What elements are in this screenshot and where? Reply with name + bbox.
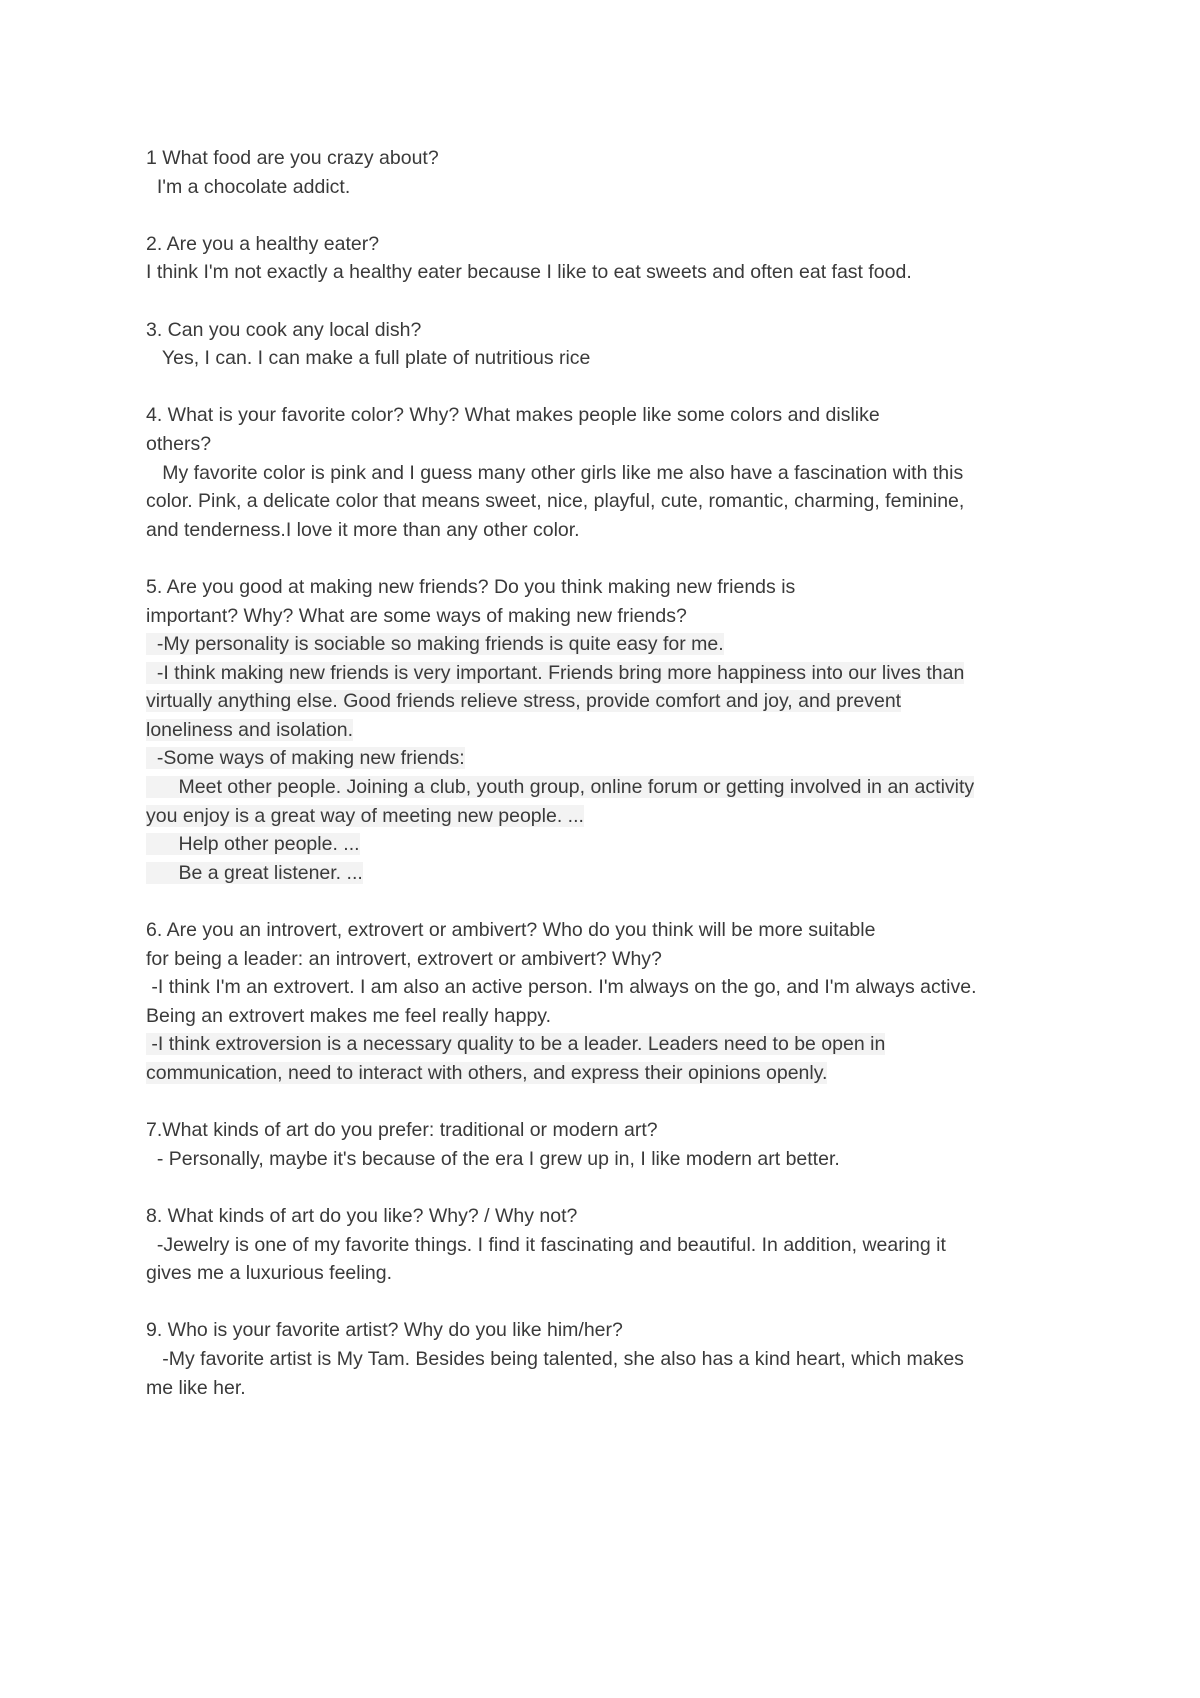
answer-6-line-1: -I think I'm an extrovert. I am also an active person. I'm always on the go, and I'm always active. [146, 976, 977, 999]
answer-8-line-1: -Jewelry is one of my favorite things. I find it fascinating and beautiful. In addition, wearing it [146, 1233, 946, 1256]
document-page [146, 144, 1066, 1431]
answer-4-line-3: and tenderness.I love it more than any other color. [146, 518, 580, 541]
answer-9-line-1: -My favorite artist is My Tam. Besides being talented, she also has a kind heart, which makes [146, 1347, 964, 1370]
qa-item-6 [146, 916, 1066, 1088]
qa-item-8 [146, 1202, 1066, 1288]
answer-5-line-1 [146, 630, 1066, 659]
answer-4-line-1: My favorite color is pink and I guess many other girls like me also have a fascination with this [146, 461, 964, 484]
qa-item-1 [146, 144, 1066, 201]
answer-5-line-4-text: loneliness and isolation. [146, 718, 354, 741]
question-4-line-2: others? [146, 432, 212, 455]
answer-7-line-1: - Personally, maybe it's because of the era I grew up in, I like modern art better. [146, 1147, 840, 1170]
answer-5-line-6 [146, 773, 1066, 802]
answer-5-line-8-text: Help other people. ... [146, 833, 360, 856]
answer-9-line-2: me like her. [146, 1376, 246, 1399]
question-9-line-1: 9. Who is your favorite artist? Why do you like him/her? [146, 1319, 623, 1342]
answer-5-line-3-text: virtually anything else. Good friends relieve stress, provide comfort and joy, and prevent [146, 690, 902, 713]
question-5-line-1: 5. Are you good at making new friends? Do you think making new friends is [146, 575, 796, 598]
answer-5-line-1-text: -My personality is sociable so making friends is quite easy for me. [146, 633, 724, 656]
qa-item-3 [146, 316, 1066, 373]
answer-5-line-5 [146, 744, 1066, 773]
question-7-line-1: 7.What kinds of art do you prefer: traditional or modern art? [146, 1119, 658, 1142]
question-3-line-1: 3. Can you cook any local dish? [146, 318, 422, 341]
question-8-line-1: 8. What kinds of art do you like? Why? / Why not? [146, 1204, 578, 1227]
question-1-line-1: 1 What food are you crazy about? [146, 147, 439, 169]
answer-1-line-1: I'm a chocolate addict. [146, 175, 351, 198]
qa-item-7 [146, 1116, 1066, 1173]
answer-5-line-3 [146, 687, 1066, 716]
question-6-line-1: 6. Are you an introvert, extrovert or ambivert? Who do you think will be more suitable [146, 919, 876, 942]
answer-2-line-1: I think I'm not exactly a healthy eater because I like to eat sweets and often eat fast food. [146, 261, 912, 284]
answer-5-line-9-text: Be a great listener. ... [146, 861, 363, 884]
question-4-line-1: 4. What is your favorite color? Why? What makes people like some colors and dislike [146, 404, 880, 427]
answer-5-line-5-text: -Some ways of making new friends: [146, 747, 465, 770]
answer-5-line-2-text: -I think making new friends is very important. Friends bring more happiness into our lives than [146, 661, 965, 684]
answer-6-line-3-text: -I think extroversion is a necessary quality to be a leader. Leaders need to be open in [146, 1033, 886, 1056]
answer-8-line-2: gives me a luxurious feeling. [146, 1262, 393, 1285]
answer-6-line-4-text: communication, need to interact with others, and express their opinions openly. [146, 1062, 828, 1084]
answer-5-line-2 [146, 659, 1066, 688]
answer-4-line-2: color. Pink, a delicate color that means sweet, nice, playful, cute, romantic, charming, feminine, [146, 490, 965, 513]
question-2-line-1: 2. Are you a healthy eater? [146, 232, 380, 255]
qa-item-4 [146, 401, 1066, 544]
answer-5-line-9 [146, 859, 1066, 888]
qa-item-5 [146, 573, 1066, 888]
answer-3-line-1: Yes, I can. I can make a full plate of nutritious rice [146, 347, 591, 370]
question-6-line-2: for being a leader: an introvert, extrovert or ambivert? Why? [146, 947, 662, 970]
answer-6-line-4 [146, 1059, 1066, 1088]
answer-5-line-7-text: you enjoy is a great way of meeting new people. ... [146, 804, 584, 827]
answer-5-line-4 [146, 716, 1066, 745]
qa-item-2 [146, 230, 1066, 287]
answer-6-line-3 [146, 1030, 1066, 1059]
question-5-line-2: important? Why? What are some ways of making new friends? [146, 604, 687, 627]
qa-item-9 [146, 1316, 1066, 1402]
answer-5-line-6-text: Meet other people. Joining a club, youth group, online forum or getting involved in an activity [146, 776, 975, 799]
answer-5-line-8 [146, 830, 1066, 859]
answer-6-line-2: Being an extrovert makes me feel really happy. [146, 1004, 552, 1027]
answer-5-line-7 [146, 802, 1066, 831]
